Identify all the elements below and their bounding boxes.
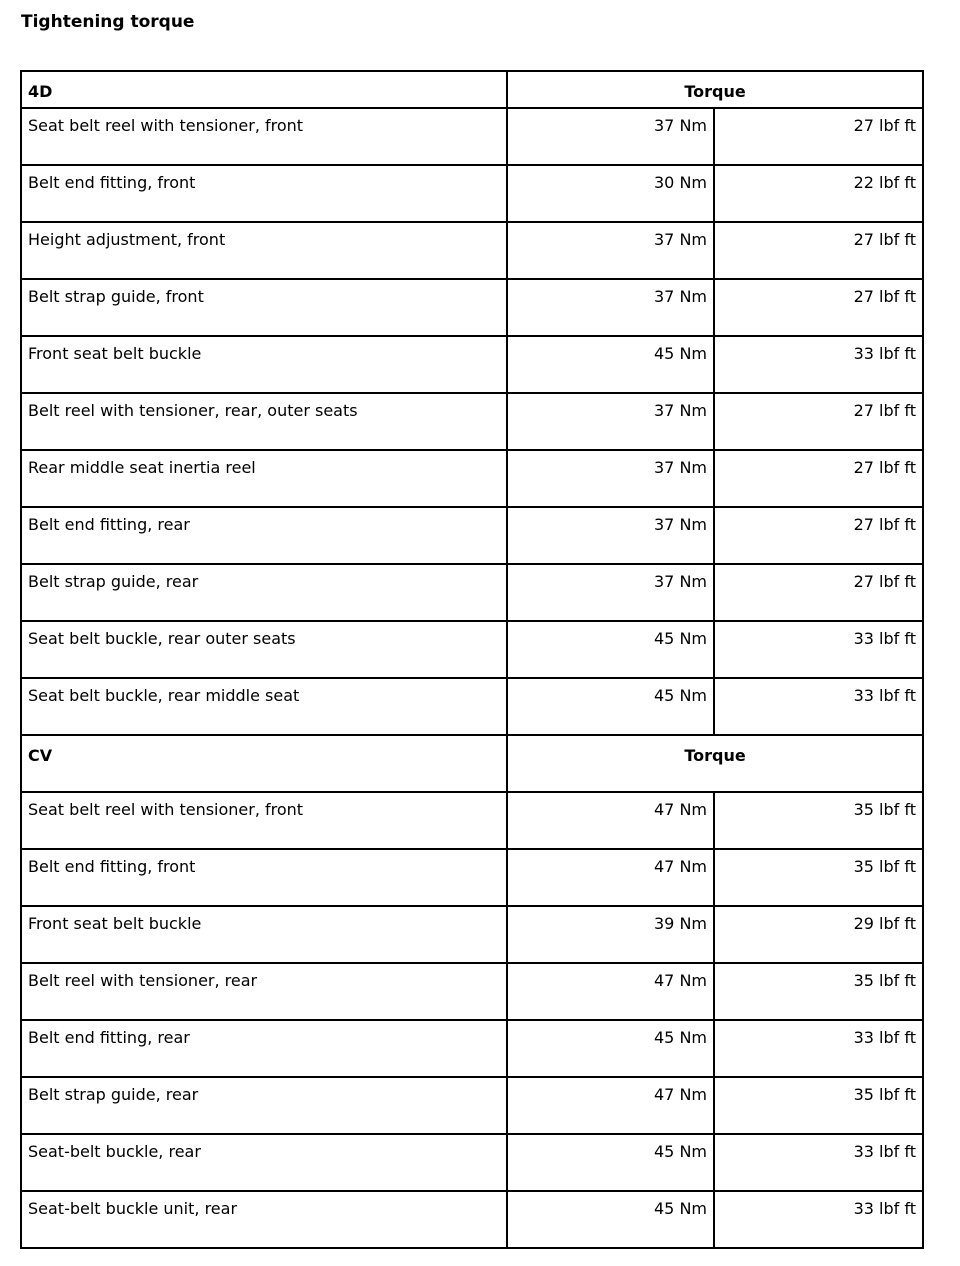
torque-lbf-ft: 27 lbf ft xyxy=(714,222,923,279)
component-name: Belt reel with tensioner, rear, outer seats xyxy=(21,393,507,450)
torque-lbf-ft: 27 lbf ft xyxy=(714,279,923,336)
section-header-row xyxy=(21,735,923,792)
table-row xyxy=(21,621,923,678)
torque-lbf-ft: 22 lbf ft xyxy=(714,165,923,222)
torque-nm: 45 Nm xyxy=(507,678,714,735)
torque-nm: 39 Nm xyxy=(507,906,714,963)
torque-lbf-ft: 35 lbf ft xyxy=(714,963,923,1020)
torque-column-header: Torque xyxy=(507,735,923,792)
table-row xyxy=(21,1020,923,1077)
torque-lbf-ft: 27 lbf ft xyxy=(714,507,923,564)
component-name: Belt end fitting, front xyxy=(21,849,507,906)
torque-lbf-ft: 33 lbf ft xyxy=(714,1020,923,1077)
table-row xyxy=(21,336,923,393)
torque-nm: 45 Nm xyxy=(507,336,714,393)
torque-lbf-ft: 35 lbf ft xyxy=(714,792,923,849)
torque-nm: 45 Nm xyxy=(507,1191,714,1248)
component-name: Belt end fitting, rear xyxy=(21,507,507,564)
torque-lbf-ft: 27 lbf ft xyxy=(714,108,923,165)
component-name: Seat-belt buckle, rear xyxy=(21,1134,507,1191)
component-name: Belt end fitting, rear xyxy=(21,1020,507,1077)
torque-lbf-ft: 27 lbf ft xyxy=(714,564,923,621)
torque-nm: 30 Nm xyxy=(507,165,714,222)
torque-nm: 37 Nm xyxy=(507,279,714,336)
torque-nm: 37 Nm xyxy=(507,564,714,621)
table-row xyxy=(21,279,923,336)
torque-nm: 47 Nm xyxy=(507,963,714,1020)
section-label: 4D xyxy=(21,71,507,108)
torque-lbf-ft: 33 lbf ft xyxy=(714,621,923,678)
component-name: Belt reel with tensioner, rear xyxy=(21,963,507,1020)
component-name: Front seat belt buckle xyxy=(21,906,507,963)
table-row xyxy=(21,906,923,963)
table-row xyxy=(21,1134,923,1191)
table-row xyxy=(21,564,923,621)
torque-nm: 37 Nm xyxy=(507,450,714,507)
component-name: Belt strap guide, rear xyxy=(21,1077,507,1134)
component-name: Seat belt reel with tensioner, front xyxy=(21,108,507,165)
component-name: Height adjustment, front xyxy=(21,222,507,279)
torque-lbf-ft: 27 lbf ft xyxy=(714,450,923,507)
component-name: Belt strap guide, front xyxy=(21,279,507,336)
torque-nm: 37 Nm xyxy=(507,222,714,279)
table-row xyxy=(21,678,923,735)
section-label: CV xyxy=(21,735,507,792)
torque-nm: 47 Nm xyxy=(507,849,714,906)
component-name: Rear middle seat inertia reel xyxy=(21,450,507,507)
torque-table xyxy=(20,70,924,1249)
torque-lbf-ft: 35 lbf ft xyxy=(714,1077,923,1134)
torque-lbf-ft: 35 lbf ft xyxy=(714,849,923,906)
table-row xyxy=(21,507,923,564)
section-header-row xyxy=(21,71,923,108)
component-name: Seat-belt buckle unit, rear xyxy=(21,1191,507,1248)
torque-lbf-ft: 33 lbf ft xyxy=(714,336,923,393)
table-row xyxy=(21,222,923,279)
table-row xyxy=(21,1191,923,1248)
page-title: Tightening torque xyxy=(21,12,195,32)
torque-nm: 47 Nm xyxy=(507,792,714,849)
component-name: Belt strap guide, rear xyxy=(21,564,507,621)
torque-nm: 37 Nm xyxy=(507,393,714,450)
torque-lbf-ft: 27 lbf ft xyxy=(714,393,923,450)
torque-table-body xyxy=(21,71,923,1248)
torque-lbf-ft: 33 lbf ft xyxy=(714,678,923,735)
table-row xyxy=(21,165,923,222)
torque-nm: 45 Nm xyxy=(507,1134,714,1191)
component-name: Seat belt reel with tensioner, front xyxy=(21,792,507,849)
component-name: Seat belt buckle, rear outer seats xyxy=(21,621,507,678)
table-row xyxy=(21,1077,923,1134)
torque-lbf-ft: 29 lbf ft xyxy=(714,906,923,963)
torque-nm: 45 Nm xyxy=(507,621,714,678)
table-row xyxy=(21,393,923,450)
table-row xyxy=(21,849,923,906)
torque-nm: 37 Nm xyxy=(507,507,714,564)
component-name: Seat belt buckle, rear middle seat xyxy=(21,678,507,735)
table-row xyxy=(21,450,923,507)
torque-lbf-ft: 33 lbf ft xyxy=(714,1191,923,1248)
component-name: Belt end fitting, front xyxy=(21,165,507,222)
torque-nm: 37 Nm xyxy=(507,108,714,165)
torque-column-header: Torque xyxy=(507,71,923,108)
table-row xyxy=(21,792,923,849)
torque-nm: 45 Nm xyxy=(507,1020,714,1077)
table-row xyxy=(21,108,923,165)
torque-lbf-ft: 33 lbf ft xyxy=(714,1134,923,1191)
table-row xyxy=(21,963,923,1020)
component-name: Front seat belt buckle xyxy=(21,336,507,393)
torque-nm: 47 Nm xyxy=(507,1077,714,1134)
